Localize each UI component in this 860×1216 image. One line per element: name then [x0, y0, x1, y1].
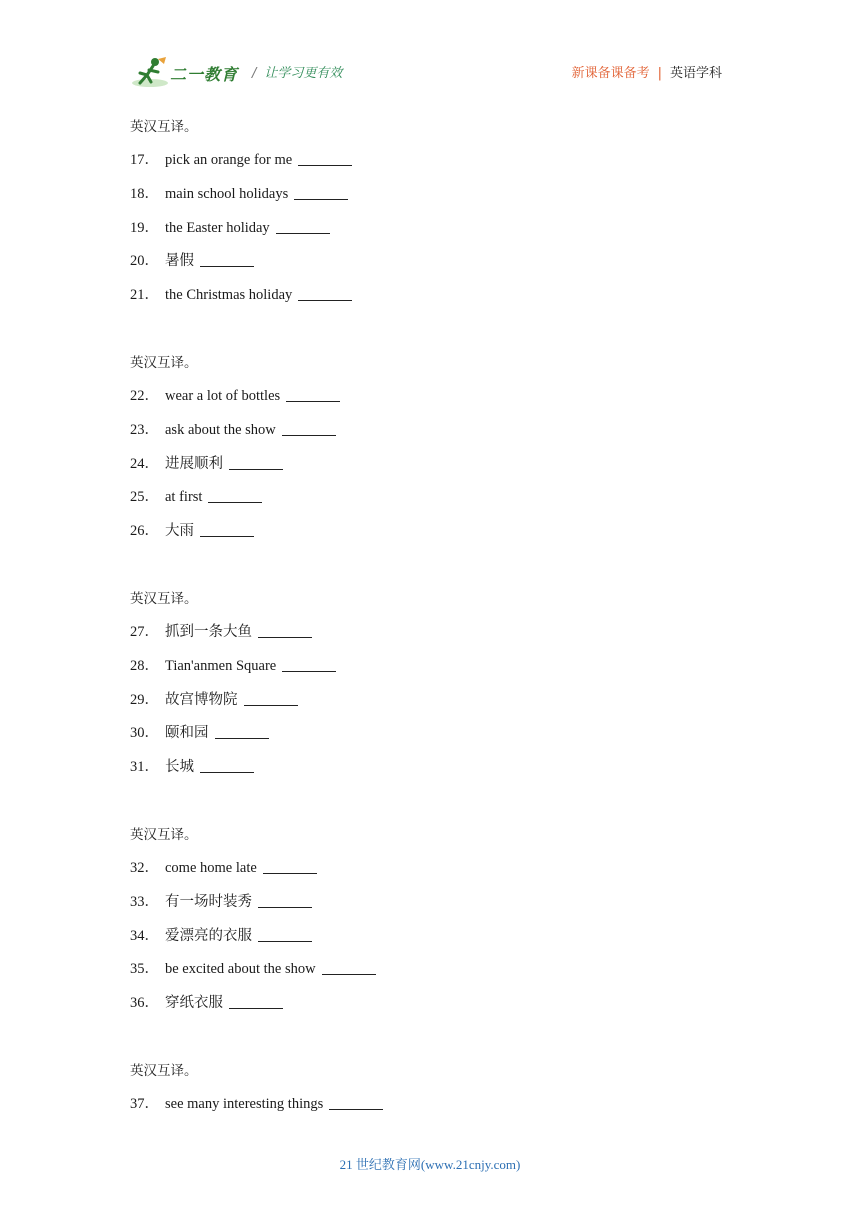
question-text: see many interesting things — [165, 1095, 324, 1112]
question-item — [130, 481, 730, 515]
logo — [130, 56, 240, 90]
question-item — [130, 178, 730, 212]
exercise-section — [130, 818, 730, 1021]
exercise-section — [130, 1054, 730, 1122]
question-item — [130, 245, 730, 279]
page-footer: 21 世纪教育网(www.21cnjy.com) — [339, 1157, 521, 1172]
question-item — [130, 414, 730, 448]
question-number: 29． — [130, 691, 159, 708]
answer-blank[interactable] — [215, 738, 269, 739]
question-text: ask about the show — [165, 421, 276, 438]
answer-blank[interactable] — [258, 941, 312, 942]
question-text: 大雨 — [165, 523, 194, 540]
question-text: wear a lot of bottles — [165, 387, 281, 404]
question-number: 23． — [130, 421, 159, 438]
slogan — [252, 62, 342, 81]
answer-blank[interactable] — [200, 772, 254, 773]
answer-blank[interactable] — [298, 165, 352, 166]
question-text: 故宫博物院 — [165, 691, 238, 708]
question-number: 33． — [130, 893, 159, 910]
question-item — [130, 144, 730, 178]
question-number: 35． — [130, 961, 159, 978]
question-number: 36． — [130, 995, 159, 1012]
exercise-section — [130, 110, 730, 313]
header-separator: | — [657, 66, 662, 81]
question-text: 颐和园 — [165, 725, 209, 742]
slogan-text: 让学习更有效 — [264, 66, 343, 81]
question-number: 19． — [130, 219, 159, 236]
header-subject: 英语学科 — [669, 66, 722, 81]
question-text: Tian'anmen Square — [165, 657, 277, 674]
question-item — [130, 515, 730, 549]
question-number: 22． — [130, 387, 159, 404]
question-number: 31． — [130, 759, 159, 776]
answer-blank[interactable] — [200, 266, 254, 267]
question-number: 21． — [130, 287, 159, 304]
answer-blank[interactable] — [263, 873, 317, 874]
logo-text: 二一教育 — [170, 65, 239, 84]
section-title: 英汉互译。 — [130, 826, 198, 843]
section-title: 英汉互译。 — [130, 590, 198, 607]
section-title: 英汉互译。 — [130, 354, 198, 371]
question-item — [130, 886, 730, 920]
question-item — [130, 684, 730, 718]
question-item — [130, 953, 730, 987]
question-number: 37． — [130, 1095, 159, 1112]
answer-blank[interactable] — [229, 1008, 283, 1009]
answer-blank[interactable] — [208, 502, 262, 503]
question-text: at first — [165, 489, 203, 506]
worksheet-content — [130, 110, 730, 1155]
question-item — [130, 920, 730, 954]
question-number: 17． — [130, 152, 159, 168]
answer-blank[interactable] — [276, 233, 330, 234]
question-number: 32． — [130, 859, 159, 876]
answer-blank[interactable] — [244, 705, 298, 706]
question-number: 34． — [130, 927, 159, 944]
question-number: 18． — [130, 185, 159, 202]
question-number: 20． — [130, 253, 159, 270]
question-number: 30． — [130, 725, 159, 742]
slogan-slash: / — [252, 66, 257, 81]
question-item — [130, 717, 730, 751]
question-number: 26． — [130, 523, 159, 540]
question-number: 28． — [130, 657, 159, 674]
answer-blank[interactable] — [286, 401, 340, 402]
question-text: pick an orange for me — [165, 152, 293, 168]
question-text: 穿纸衣服 — [165, 995, 223, 1012]
question-number: 24． — [130, 455, 159, 472]
question-text: 抓到一条大鱼 — [165, 623, 252, 640]
question-text: 暑假 — [165, 253, 194, 270]
question-number: 27． — [130, 623, 159, 640]
question-text: main school holidays — [165, 185, 289, 202]
question-item — [130, 650, 730, 684]
question-item — [130, 380, 730, 414]
answer-blank[interactable] — [294, 199, 348, 200]
question-item — [130, 279, 730, 313]
question-text: 长城 — [165, 759, 194, 776]
question-item — [130, 852, 730, 886]
answer-blank[interactable] — [282, 435, 336, 436]
answer-blank[interactable] — [229, 469, 283, 470]
header-tagline: 新课备课备考 — [571, 66, 650, 81]
answer-blank[interactable] — [258, 637, 312, 638]
question-item — [130, 616, 730, 650]
question-text: be excited about the show — [165, 961, 316, 978]
section-title: 英汉互译。 — [130, 119, 198, 135]
question-text: 有一场时装秀 — [165, 893, 252, 910]
question-number: 25． — [130, 489, 159, 506]
exercise-section — [130, 582, 730, 785]
question-item — [130, 212, 730, 246]
logo-runner-icon — [130, 56, 170, 90]
question-item — [130, 1088, 730, 1122]
answer-blank[interactable] — [298, 300, 352, 301]
header-right — [572, 62, 722, 81]
question-item — [130, 987, 730, 1021]
answer-blank[interactable] — [329, 1109, 383, 1110]
question-text: the Christmas holiday — [165, 287, 293, 304]
question-text: 爱漂亮的衣服 — [165, 927, 252, 944]
answer-blank[interactable] — [258, 907, 312, 908]
answer-blank[interactable] — [200, 536, 254, 537]
answer-blank[interactable] — [282, 671, 336, 672]
page-header — [130, 56, 730, 90]
answer-blank[interactable] — [322, 974, 376, 975]
exercise-section — [130, 346, 730, 549]
question-text: the Easter holiday — [165, 219, 270, 236]
section-title: 英汉互译。 — [130, 1062, 198, 1079]
question-text: come home late — [165, 859, 257, 876]
question-item — [130, 751, 730, 785]
question-text: 进展顺利 — [165, 455, 223, 472]
question-item — [130, 448, 730, 482]
